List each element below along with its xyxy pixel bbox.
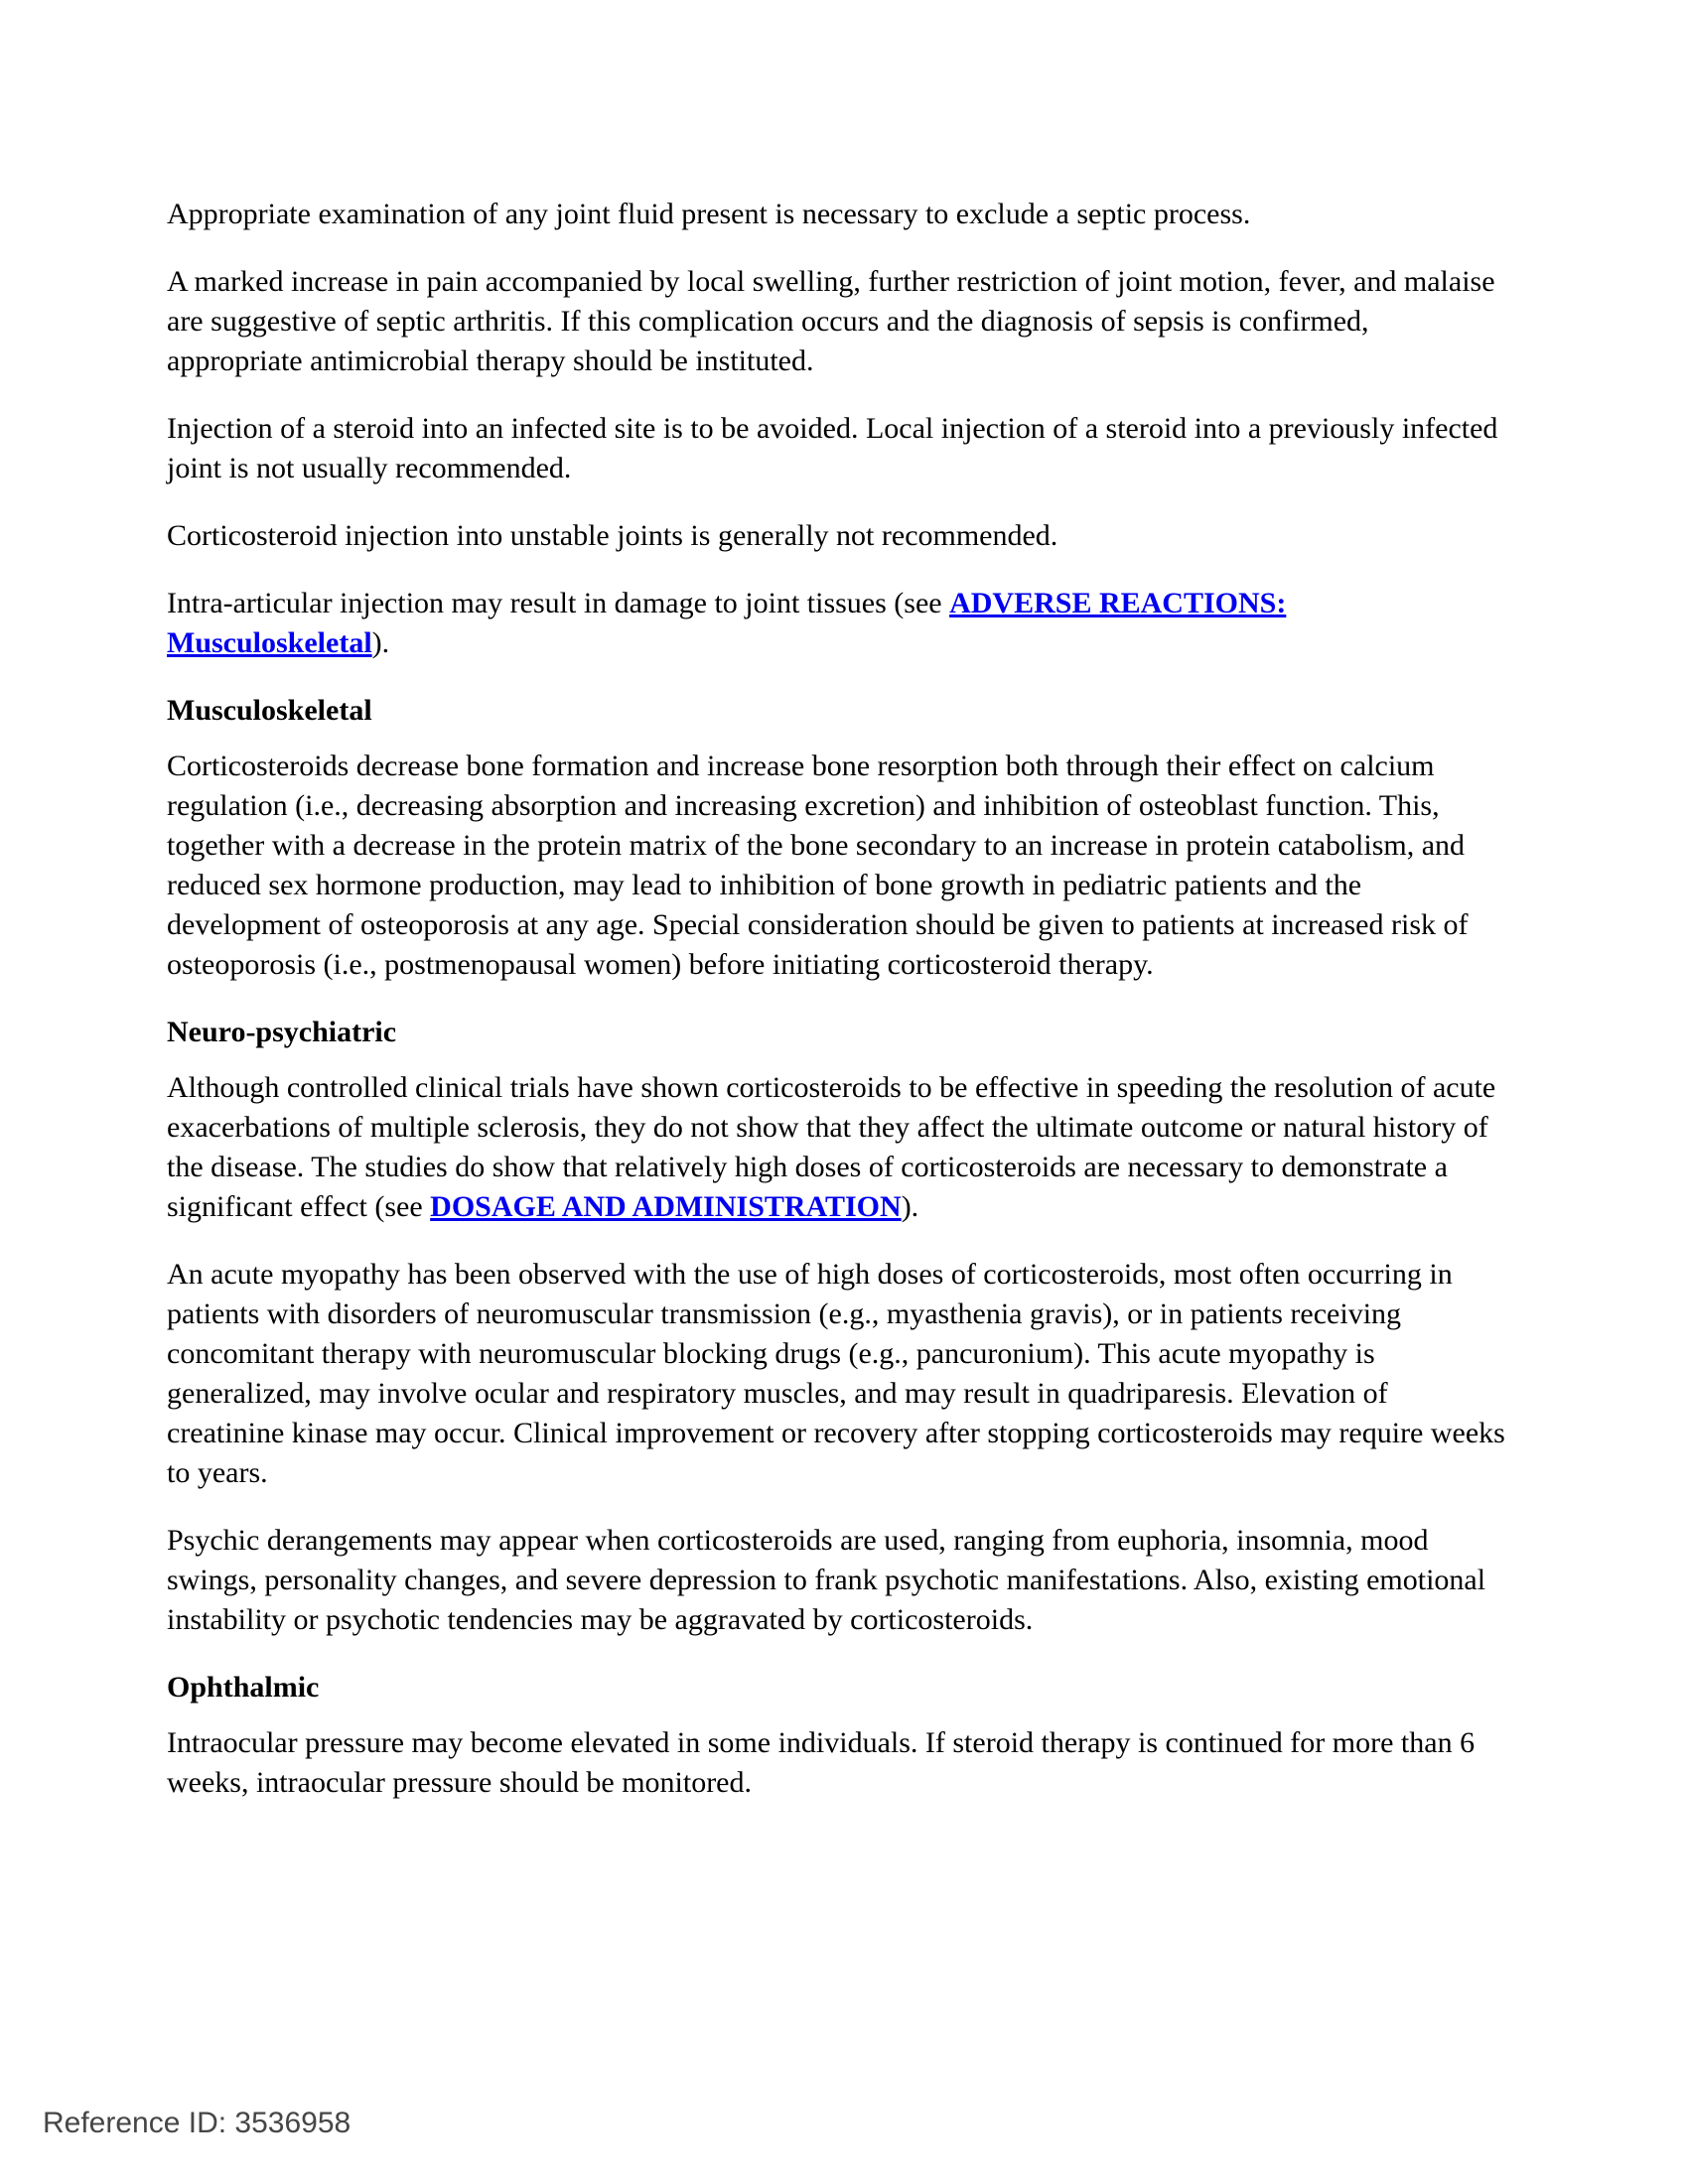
multiple-sclerosis-text: Although controlled clinical trials have shown corticosteroids to be effective in speeding the resolution of acute exacerbations of multiple sclerosis, they do not show that they affect the ultimate outcome or natural history of the disease. The studies do show that relatively high doses of corticosteroids are necessary to demonstrate a significant effect (see (167, 1071, 1496, 1223)
paragraph-intra-articular (167, 584, 1507, 663)
adverse-reactions-link[interactable]: ADVERSE REACTIONS: Musculoskeletal (167, 587, 1287, 659)
paragraph-septic-arthritis: A marked increase in pain accompanied by local swelling, further restriction of joint motion, fever, and malaise are suggestive of septic arthritis. If this complication occurs and the diagnosis of sepsis is confirmed, appropriate antimicrobial therapy should be instituted. (167, 265, 1495, 377)
intra-articular-text-after: ). (371, 626, 390, 659)
reference-id-stamp: Reference ID: 3536958 (43, 2107, 352, 2139)
dosage-administration-link[interactable]: DOSAGE AND ADMINISTRATION (430, 1190, 902, 1223)
paragraph-septic-process: Appropriate examination of any joint fluid present is necessary to exclude a septic process. (167, 198, 1251, 230)
heading-neuro-psychiatric: Neuro-psychiatric (167, 1016, 397, 1048)
paragraph-intraocular-pressure: Intraocular pressure may become elevated in some individuals. If steroid therapy is continued for more than 6 weeks, intraocular pressure should be monitored. (167, 1726, 1476, 1799)
heading-musculoskeletal: Musculoskeletal (167, 694, 372, 727)
heading-ophthalmic: Ophthalmic (167, 1671, 320, 1704)
paragraph-bone-formation: Corticosteroids decrease bone formation and increase bone resorption both through their effect on calcium regulation (i.e., decreasing absorption and increasing excretion) and inhibition of osteoblast function. This, together with a decrease in the protein matrix of the bone secondary to an increase in protein catabolism, and reduced sex hormone production, may lead to inhibition of bone growth in pediatric patients and the development of osteoporosis at any age. Special consideration should be given to patients at increased risk of osteoporosis (i.e., postmenopausal women) before initiating corticosteroid therapy. (167, 750, 1469, 981)
paragraph-unstable-joints: Corticosteroid injection into unstable joints is generally not recommended. (167, 519, 1058, 552)
document-body (167, 195, 1507, 1831)
paragraph-multiple-sclerosis (167, 1068, 1507, 1227)
paragraph-acute-myopathy: An acute myopathy has been observed with the use of high doses of corticosteroids, most often occurring in patients with disorders of neuromuscular transmission (e.g., myasthenia gravis), or in patients receiving concomitant therapy with neuromuscular blocking drugs (e.g., pancuronium). This acute myopathy is generalized, may involve ocular and respiratory muscles, and may result in quadriparesis. Elevation of creatinine kinase may occur. Clinical improvement or recovery after stopping corticosteroids may require weeks to years. (167, 1258, 1505, 1489)
multiple-sclerosis-text-after: ). (901, 1190, 919, 1223)
paragraph-psychic-derangements: Psychic derangements may appear when corticosteroids are used, ranging from euphoria, insomnia, mood swings, personality changes, and severe depression to frank psychotic manifestations. Also, existing emotional instability or psychotic tendencies may be aggravated by corticosteroids. (167, 1524, 1486, 1636)
intra-articular-text: Intra-articular injection may result in damage to joint tissues (see (167, 587, 950, 619)
paragraph-injection-avoided: Injection of a steroid into an infected site is to be avoided. Local injection of a steroid into a previously infected joint is not usually recommended. (167, 412, 1498, 484)
